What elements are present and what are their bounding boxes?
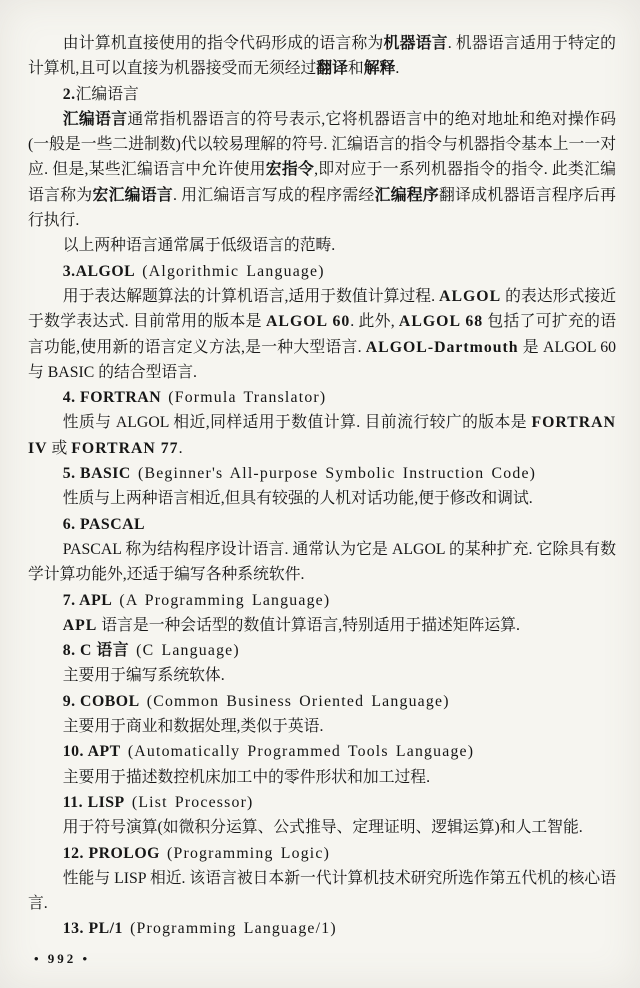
text-run: 性质与 ALGOL 相近,同样适用于数值计算. 目前流行较广的版本是	[62, 414, 532, 432]
text-run: . 用汇编语言写成的程序需经	[173, 186, 375, 204]
para-fortran	[28, 410, 616, 461]
bold-term-apl: APL	[62, 616, 98, 634]
bold-term-fortran-iv: FORTRAN IV	[28, 414, 616, 457]
text-run: .	[395, 60, 400, 78]
heading-13-pl1	[28, 916, 616, 941]
heading-name-cobol: 9. COBOL	[62, 692, 140, 710]
text-run: 主要用于编写系统软体.	[62, 667, 225, 685]
heading-6-pascal	[28, 512, 616, 537]
bold-term-algol: ALGOL	[439, 287, 502, 305]
bold-term-algol-60: ALGOL 60	[266, 313, 351, 331]
bold-term-translation: 翻译	[316, 60, 348, 78]
para-low-level-note	[28, 233, 616, 258]
bold-term-algol-68: ALGOL 68	[398, 313, 484, 331]
heading-number: 2.	[62, 85, 76, 103]
para-machine-language	[28, 31, 616, 82]
text-run: 性质与上两种语言相近,但具有较强的人机对话功能,便于修改和调试.	[62, 490, 533, 508]
para-cobol	[28, 714, 616, 739]
para-apt	[28, 765, 616, 790]
heading-name-prolog: 12. PROLOG	[62, 844, 160, 862]
text-run: . 此外,	[350, 313, 399, 331]
heading-english-expansion: (C Language)	[129, 642, 240, 660]
text-run: 的表达形式接近于数学表达式. 目前常用的版本是	[28, 287, 616, 331]
heading-name-pl1: 13. PL/1	[62, 920, 123, 938]
text-run: PASCAL 称为结构程序设计语言. 通常认为它是 ALGOL 的某种扩充. 它除具有数学计算功能外,还适于编写各种系统软件.	[28, 540, 616, 584]
heading-12-prolog	[28, 841, 616, 866]
para-assembly-language	[28, 107, 616, 233]
page-number: • 992 •	[34, 951, 91, 966]
text-run: 以上两种语言通常属于低级语言的范畴.	[62, 237, 336, 255]
heading-name-fortran: 4. FORTRAN	[62, 389, 162, 407]
para-basic	[28, 486, 616, 511]
bold-term-machine-language: 机器语言	[383, 35, 448, 52]
text-run: 语言是一种会话型的数值计算语言,特别适用于描述矩阵运算.	[97, 616, 520, 634]
heading-english-expansion: (Automatically Programmed Tools Language)	[120, 743, 475, 761]
para-lisp	[28, 815, 616, 840]
para-pascal	[28, 537, 616, 588]
heading-english-expansion: (Beginner's All-purpose Symbolic Instruction Code)	[130, 465, 537, 483]
text-run: 用于符号演算(如微积分运算、公式推导、定理证明、逻辑运算)和人工智能.	[62, 819, 583, 837]
text-run: .	[178, 439, 183, 457]
page-body	[28, 31, 616, 942]
text-run: 和	[347, 60, 364, 78]
text-run: 性能与 LISP 相近. 该语言被日本新一代计算机技术研究所选作第五代机的核心语言.	[28, 869, 616, 913]
heading-english-expansion: (Programming Logic)	[159, 844, 331, 862]
heading-name-apt: 10. APT	[62, 743, 121, 761]
text-run: ,即对应于一系列机器指令的指令. 此类汇编语言称为	[28, 161, 616, 204]
para-prolog	[28, 866, 616, 917]
heading-11-lisp	[28, 790, 616, 815]
bold-term-assembly-language: 汇编语言	[62, 110, 128, 128]
text-run: 包括了可扩充的语言功能,使用新的语言定义方法,是一种大型语言.	[28, 313, 616, 356]
heading-5-basic	[28, 461, 616, 486]
text-run: . 机器语言适用于特定的计算机,且可以直接为机器接受而无须经过	[28, 35, 616, 78]
heading-name-lisp: 11. LISP	[62, 793, 125, 811]
heading-name-basic: 5. BASIC	[62, 465, 131, 483]
para-algol	[28, 284, 616, 385]
bold-term-interpretation: 解释	[363, 60, 396, 78]
heading-name-c: 8. C 语言	[62, 642, 129, 660]
heading-name-algol: 3.ALGOL	[62, 262, 136, 280]
text-run: 翻译成机器语言程序后再行执行.	[28, 186, 616, 230]
heading-8-c-language	[28, 638, 616, 663]
text-run: 通常指机器语言的符号表示,它将机器语言中的绝对地址和绝对操作码(一般是一些二进制数)代以较易理解的符号. 汇编语言的指令与机器指令基本上一一对应. 但是,某些汇编语言中允许使用	[28, 110, 616, 179]
text-run: 用于表达解题算法的计算机语言,适用于数值计算过程.	[62, 287, 440, 305]
bold-term-fortran-77: FORTRAN 77	[71, 439, 179, 457]
heading-9-cobol	[28, 689, 616, 714]
para-c	[28, 663, 616, 688]
bold-term-macro-assembly: 宏汇编语言	[92, 186, 174, 204]
bold-term-assembler: 汇编程序	[374, 186, 440, 204]
heading-english-expansion: (Common Business Oriented Language)	[139, 692, 450, 710]
text-run: 由计算机直接使用的指令代码形成的语言称为	[62, 35, 384, 52]
para-apl	[28, 613, 616, 638]
heading-name-apl: 7. APL	[62, 591, 113, 609]
heading-7-apl	[28, 588, 616, 613]
heading-3-algol	[28, 259, 616, 284]
heading-english-expansion: (Algorithmic Language)	[135, 262, 325, 280]
heading-10-apt	[28, 739, 616, 764]
text-run: 或	[47, 439, 72, 457]
text-run: 主要用于商业和数据处理,类似于英语.	[62, 718, 324, 736]
text-run: 主要用于描述数控机床加工中的零件形状和加工过程.	[62, 768, 431, 786]
text-run: 是 ALGOL 60 与 BASIC 的结合型语言.	[28, 338, 616, 381]
heading-4-fortran	[28, 385, 616, 410]
heading-name-pascal: 6. PASCAL	[62, 515, 146, 533]
heading-2-assembly-language	[28, 82, 616, 107]
bold-term-algol-dartmouth: ALGOL-Dartmouth	[365, 338, 519, 356]
heading-english-expansion: (List Processor)	[124, 793, 254, 811]
heading-english-expansion: (Programming Language/1)	[122, 920, 337, 938]
heading-english-expansion: (Formula Translator)	[161, 389, 327, 407]
heading-title: 汇编语言	[75, 85, 139, 103]
heading-english-expansion: (A Programming Language)	[112, 591, 331, 609]
bold-term-macro-instruction: 宏指令	[265, 161, 315, 179]
